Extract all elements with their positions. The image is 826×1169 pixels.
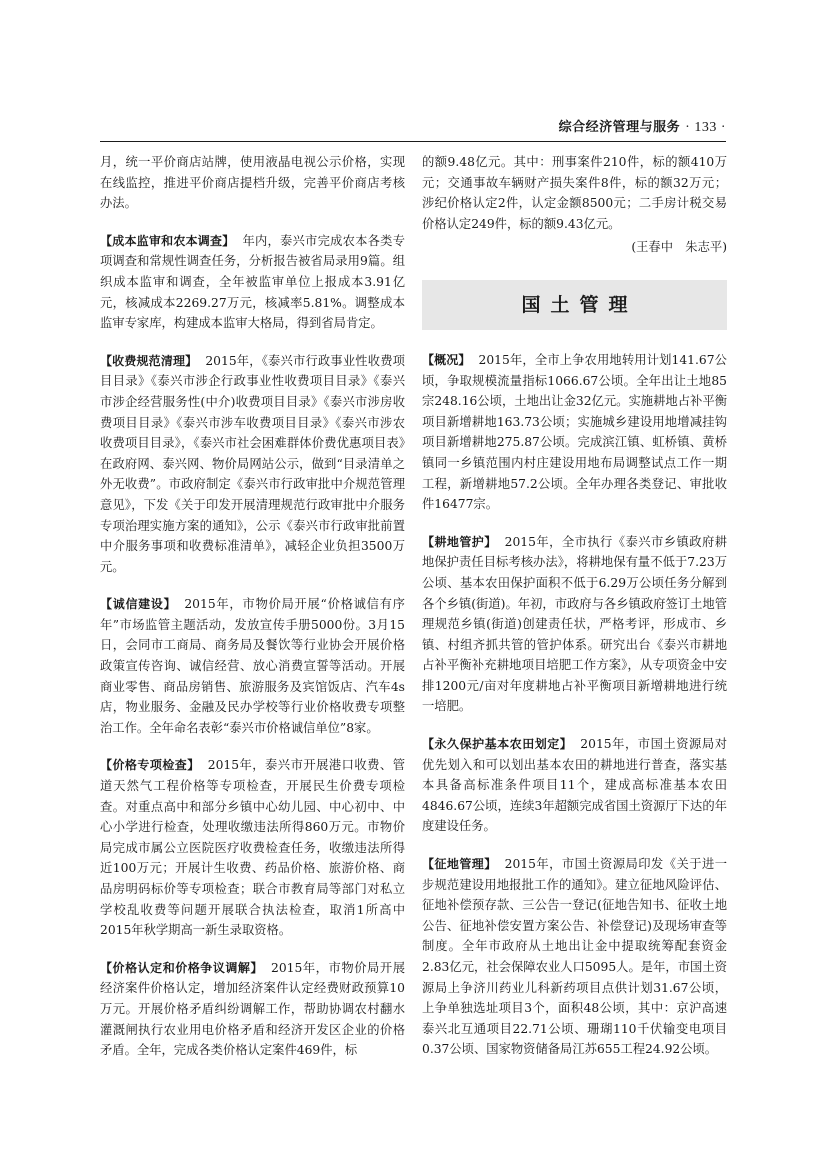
left-column	[100, 152, 405, 1078]
paragraph	[100, 152, 405, 214]
paragraph	[422, 152, 727, 234]
paragraph-body: 2015年，《泰兴市行政事业性收费项目目录》《泰兴市涉企行政事业性收费项目目录》《泰兴市涉企经营服务性(中介)收费项目目录》《泰兴市涉房收费项目目录》《泰兴市涉车收费项目目录》《泰兴市涉农收费项目目录》，《泰兴市社会困难群体价费优惠项目表》在政府网、泰兴网、物价局网站公示，做到“目录清单之外无收费”。市政府制定《泰兴市行政审批中介规范管理意见》，下发《关于印发开展清理规范行政审批中介服务专项治理实施方案的通知》，公示《泰兴市行政审批前置中介服务事项和收费标准清单》，减轻企业负担3500万元。	[100, 353, 405, 574]
paragraph	[422, 734, 727, 837]
paragraph	[422, 532, 727, 717]
paragraph-body: 2015年，市物价局开展经济案件价格认定，增加经济案件认定经费财政预算10万元。开展价格矛盾纠纷调解工作，帮助协调农村翻水灌溉闸执行农业用电价格矛盾和经济开发区企业的价格矛盾。全年，完成各类价格认定案件469件，标	[100, 960, 405, 1058]
paragraph-heading: 【概况】	[422, 352, 471, 367]
paragraph-body: 年内，泰兴市完成农本各类专项调查和常规性调查任务，分析报告被省局录用9篇。组织成本监审和调查，全年被监审单位上报成本3.91亿元，核减成本2269.27万元，核减率5.81%。调整成本监审专家库，构建成本监审大格局，得到省局肯定。	[100, 233, 405, 331]
section-title: 国土管理	[521, 293, 638, 316]
paragraph-body: 的额9.48亿元。其中：刑事案件210件，标的额410万元；交通事故车辆财产损失案件8件，标的额32万元；涉纪价格认定2件，认定金额8500元；二手房计税交易价格认定249件，标的额9.43亿元。	[422, 155, 727, 231]
page-number: · 133 ·	[685, 120, 726, 135]
paragraph-heading: 【成本监审和农本调查】	[100, 233, 235, 248]
paragraph	[100, 755, 405, 940]
paragraph	[422, 350, 727, 515]
paragraph-heading: 【耕地管护】	[422, 534, 497, 549]
paragraph-body: 2015年，全市上争农用地转用计划141.67公顷，争取规模流量指标1066.67公顷。全年出让土地85宗248.16公顷，土地出让金32亿元。实施耕地占补平衡项目新增耕地163.73公顷；实施城乡建设用地增减挂钩项目新增耕地275.87公顷。完成滨江镇、虹桥镇、黄桥镇同一乡镇范围内村庄建设用地布局调整试点工作一期工程，新增耕地57.2公顷。全年办理各类登记、审批收件16477宗。	[422, 352, 727, 512]
paragraph-body: 2015年，市物价局开展“价格诚信有序年”市场监管主题活动，发放宣传手册5000份。3月15日，会同市工商局、商务局及餐饮等行业协会开展价格政策宣传咨询、诚信经营、放心消费宣誓等活动。开展商业零售、商品房销售、旅游服务及宾馆饭店、汽车4s店，物业服务、金融及民办学校等行业价格收费专项整治工作。全年命名表彰“泰兴市价格诚信单位”8家。	[100, 597, 405, 735]
paragraph	[100, 594, 405, 738]
author-credit: (王春中 朱志平)	[631, 240, 727, 255]
paragraph	[422, 854, 727, 1060]
section-title-box	[422, 280, 727, 330]
paragraph-heading: 【诚信建设】	[100, 597, 177, 612]
header-rule	[100, 141, 726, 142]
paragraph-body: 2015年，泰兴市开展港口收费、管道天然气工程价格等专项检查，开展民生价费专项检查。对重点高中和部分乡镇中心幼儿园、中心初中、中心小学进行检查，处理收缴违法所得860万元。市物价局完成市属公立医院医疗收费检查任务，收缴违法所得近100万元；开展计生收费、药品价格、旅游价格、商品房明码标价等专项检查；联合市教育局等部门对私立学校乱收费等问题开展联合执法检查，取消1所高中2015年秋学期高一新生录取资格。	[100, 758, 405, 938]
paragraph	[100, 351, 405, 578]
header-title: 综合经济管理与服务	[558, 120, 681, 135]
paragraph-body: 月，统一平价商店站牌，使用液晶电视公示价格，实现在线监控，推进平价商店提档升级，完善平价商店考核办法。	[100, 155, 405, 211]
paragraph-heading: 【价格专项检查】	[100, 758, 200, 773]
right-column	[422, 152, 727, 1077]
paragraph	[100, 958, 405, 1061]
paragraph-body: 2015年，全市执行《泰兴市乡镇政府耕地保护责任目标考核办法》，将耕地保有量不低于7.23万公顷、基本农田保护面积不低于6.29万公顷任务分解到各个乡镇(街道)。年初，市政府与各乡镇政府签订土地管理规范乡镇(街道)创建责任状，严格考评，形成市、乡镇、村组齐抓共管的管护体系。研究出台《泰兴市耕地占补平衡补充耕地项目培肥工作方案》，从专项资金中安排1200元/亩对年度耕地占补平衡项目新增耕地进行统一培肥。	[422, 534, 727, 714]
paragraph-heading: 【收费规范清理】	[100, 353, 198, 368]
paragraph	[100, 231, 405, 334]
paragraph-heading: 【永久保护基本农田划定】	[422, 737, 573, 752]
paragraph-heading: 【价格认定和价格争议调解】	[100, 960, 264, 975]
paragraph-heading: 【征地管理】	[422, 857, 497, 872]
paragraph-body: 2015年，市国土资源局印发《关于进一步规范建设用地报批工作的通知》。建立征地风险评估、征地补偿预存款、三公告一登记(征地告知书、征收土地公告、征地补偿安置方案公告、补偿登记)及现场审查等制度。全年市政府从土地出让金中提取统筹配套资金2.83亿元，社会保障农业人口5095人。是年，市国土资源局上争济川药业儿科新药项目点供计划31.67公顷，上争单独选址项目3个，面积48公顷，其中：京沪高速泰兴北互通项目22.71公顷、珊瑚110千伏输变电项目0.37公顷、国家物资储备局江苏655工程24.92公顷。	[422, 857, 727, 1057]
running-header	[100, 112, 726, 142]
paragraph-body: 2015年，市国土资源局对优先划入和可以划出基本农田的耕地进行普查，落实基本具备高标准条件项目11个，建成高标准基本农田4846.67公顷，连续3年超额完成省国土资源厅下达的年度建设任务。	[422, 737, 727, 834]
